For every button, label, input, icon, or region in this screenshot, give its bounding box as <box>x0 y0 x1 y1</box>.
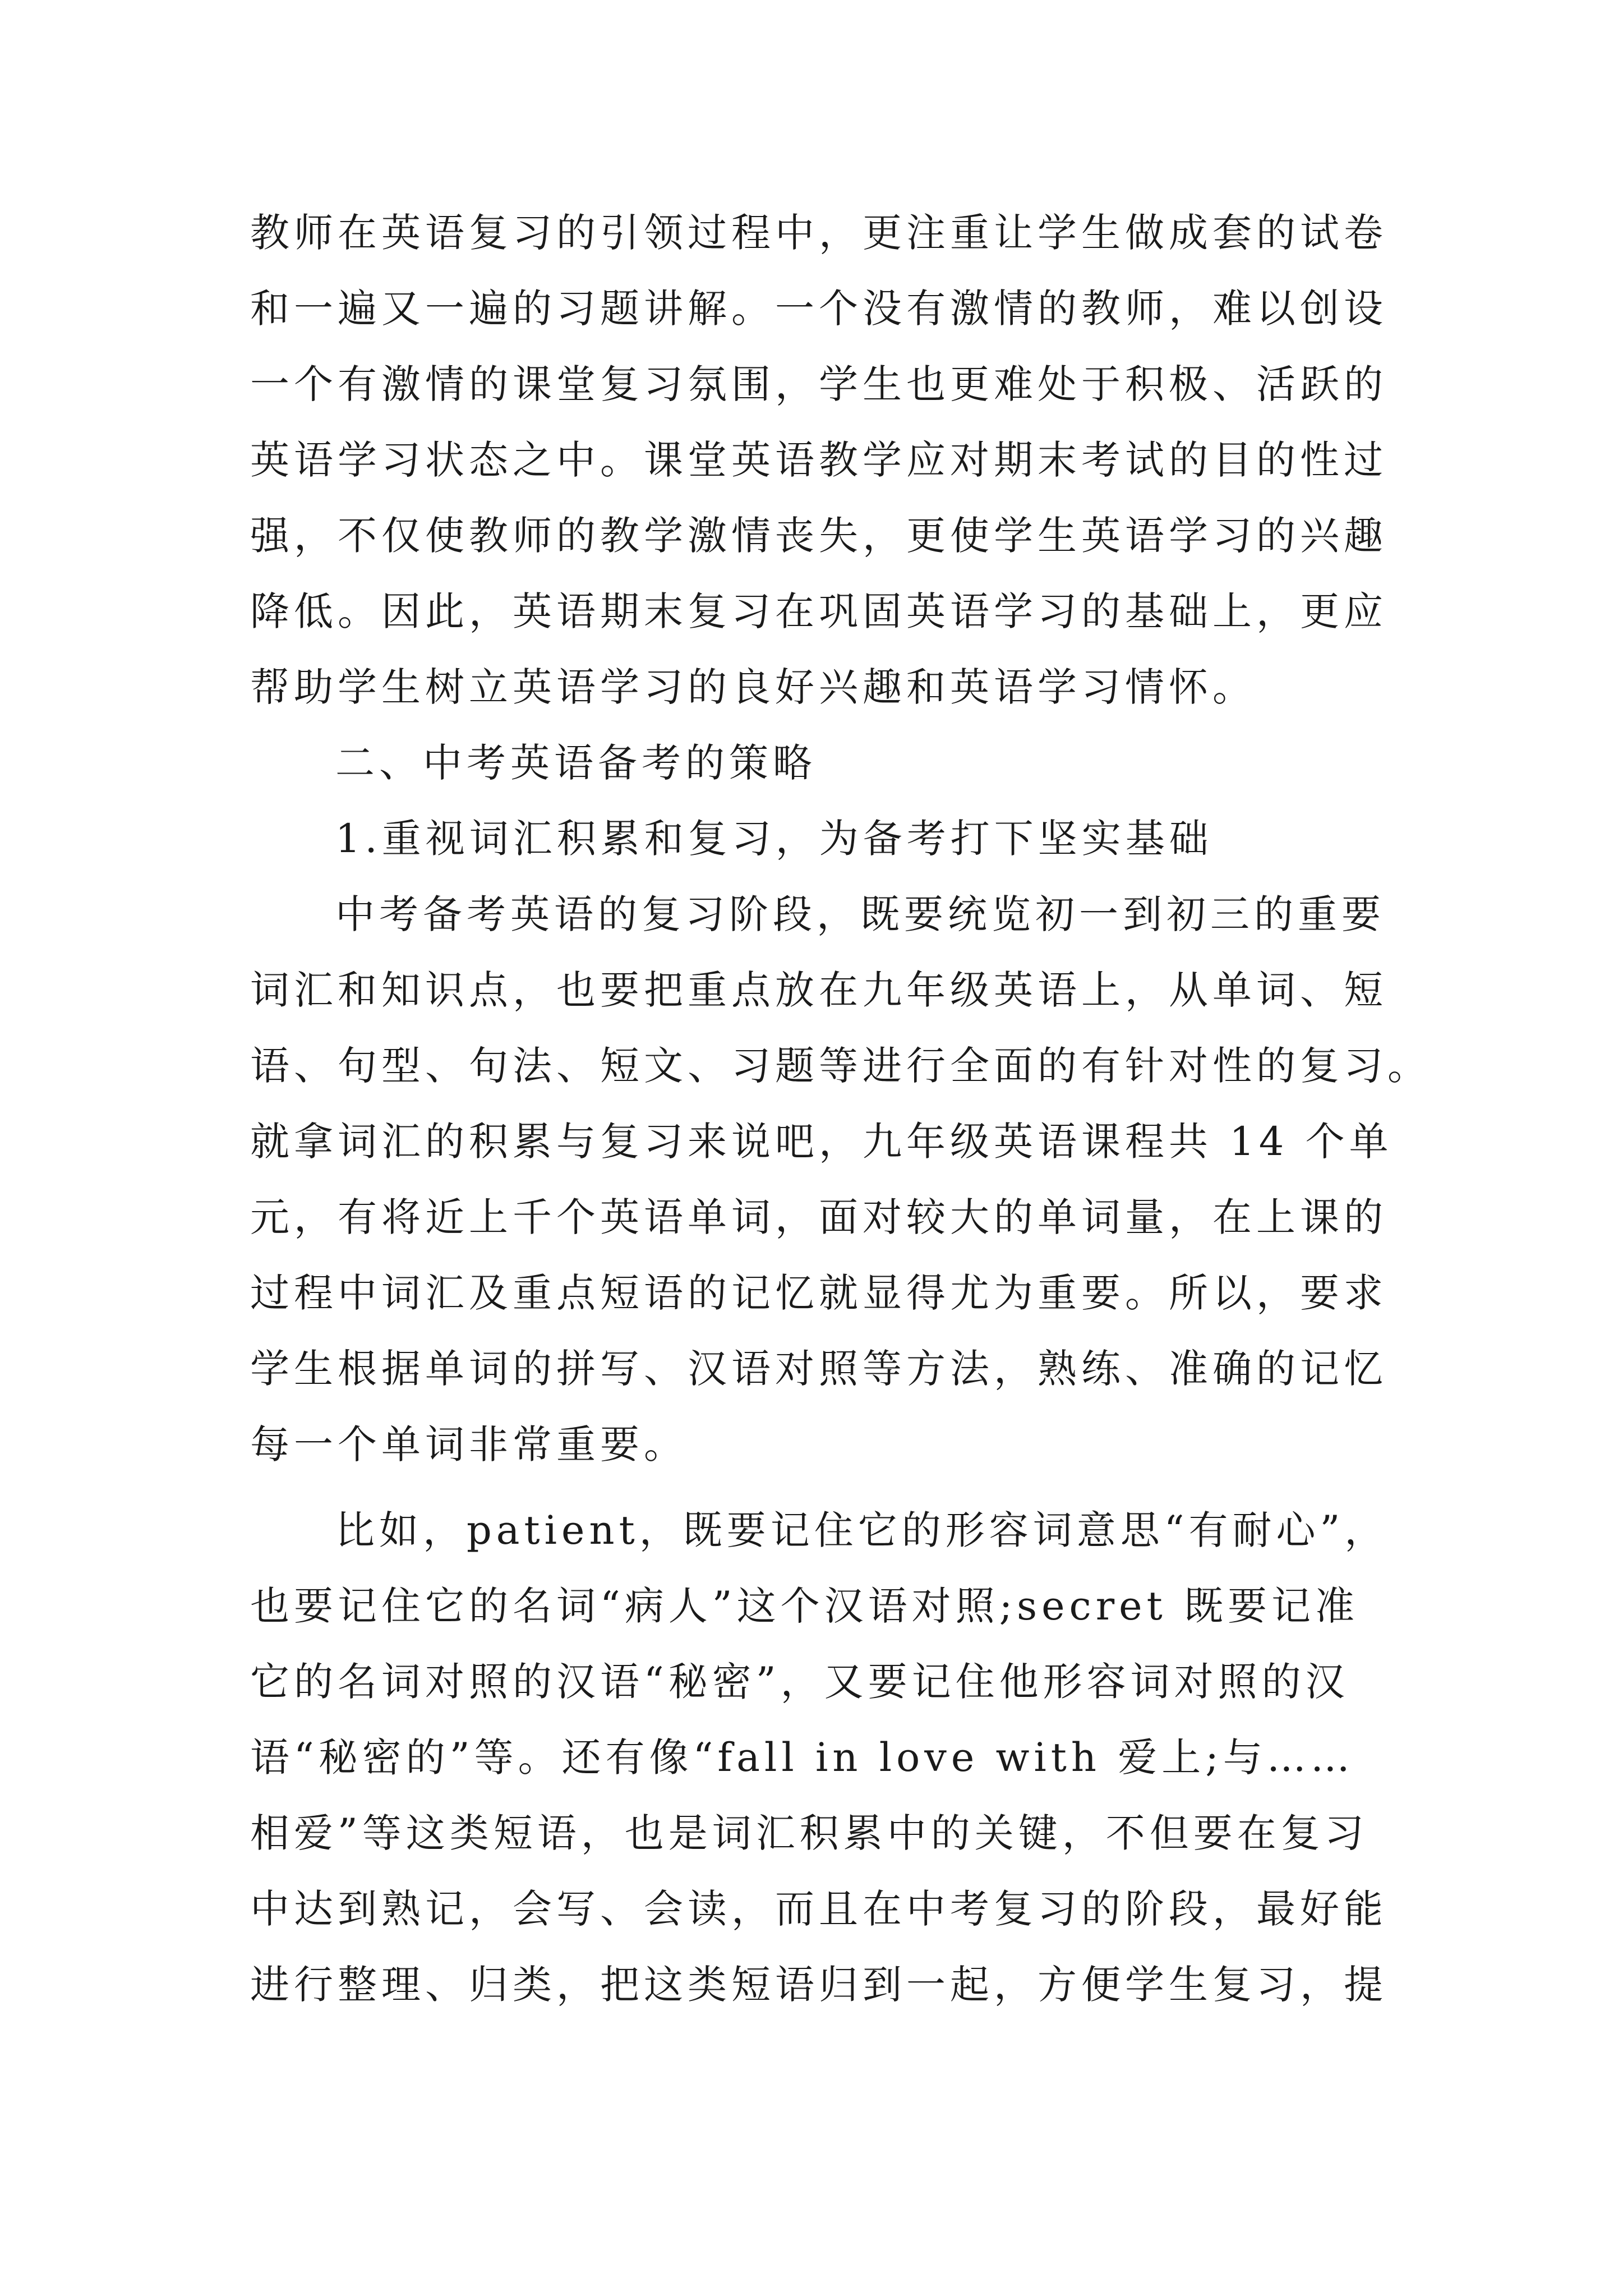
paragraph-examples <box>250 1493 1389 2023</box>
document-body <box>250 195 1431 2023</box>
text-line: 英语学习状态之中。课堂英语教学应对期末考试的目的性过 <box>250 437 1387 483</box>
text-line: 它的名词对照的汉语“秘密”，又要记住他形容词对照的汉 <box>250 1659 1349 1705</box>
text-line: 降低。因此，英语期末复习在巩固英语学习的基础上，更应 <box>250 588 1387 634</box>
text-line: 过程中词汇及重点短语的记忆就显得尤为重要。所以，要求 <box>250 1270 1387 1316</box>
heading-line: 1.重视词汇积累和复习，为备考打下坚实基础 <box>335 816 1213 862</box>
paragraph-gap <box>250 1483 1383 1493</box>
text-line: 一个有激情的课堂复习氛围，学生也更难处于积极、活跃的 <box>250 361 1387 407</box>
paragraph-vocabulary <box>250 877 1431 1483</box>
text-line: 每一个单词非常重要。 <box>250 1421 688 1467</box>
text-line: 词汇和知识点，也要把重点放在九年级英语上，从单词、短 <box>250 967 1387 1013</box>
text-line: 就拿词汇的积累与复习来说吧，九年级英语课程共 14 个单 <box>250 1119 1393 1165</box>
text-line: 进行整理、归类，把这类短语归到一起，方便学生复习，提 <box>250 1962 1387 2008</box>
text-line: 元，有将近上千个英语单词，面对较大的单词量，在上课的 <box>250 1194 1387 1240</box>
text-line: 语“秘密的”等。还有像“fall in love with 爱上;与…… <box>250 1734 1354 1780</box>
section-heading <box>250 725 1383 801</box>
text-line: 也要记住它的名词“病人”这个汉语对照;secret 既要记准 <box>250 1583 1359 1629</box>
text-line: 教师在英语复习的引领过程中，更注重让学生做成套的试卷 <box>250 210 1387 256</box>
text-line: 相爱”等这类短语，也是词汇积累中的关键，不但要在复习 <box>250 1810 1368 1856</box>
text-line: 中考备考英语的复习阶段，既要统览初一到初三的重要 <box>335 891 1385 937</box>
subsection-heading <box>250 801 1383 877</box>
text-line: 语、句型、句法、短文、习题等进行全面的有针对性的复习。 <box>250 1043 1431 1089</box>
text-line: 强，不仅使教师的教学激情丧失，更使学生英语学习的兴趣 <box>250 513 1387 559</box>
text-line: 中达到熟记，会写、会读，而且在中考复习的阶段，最好能 <box>250 1886 1387 1932</box>
text-line: 比如，patient，既要记住它的形容词意思“有耐心”， <box>335 1507 1389 1553</box>
text-line: 和一遍又一遍的习题讲解。一个没有激情的教师，难以创设 <box>250 286 1387 332</box>
heading-line: 二、中考英语备考的策略 <box>335 740 817 786</box>
text-line: 帮助学生树立英语学习的良好兴趣和英语学习情怀。 <box>250 664 1256 710</box>
text-line: 学生根据单词的拼写、汉语对照等方法，熟练、准确的记忆 <box>250 1346 1387 1392</box>
paragraph-intro <box>250 195 1387 725</box>
